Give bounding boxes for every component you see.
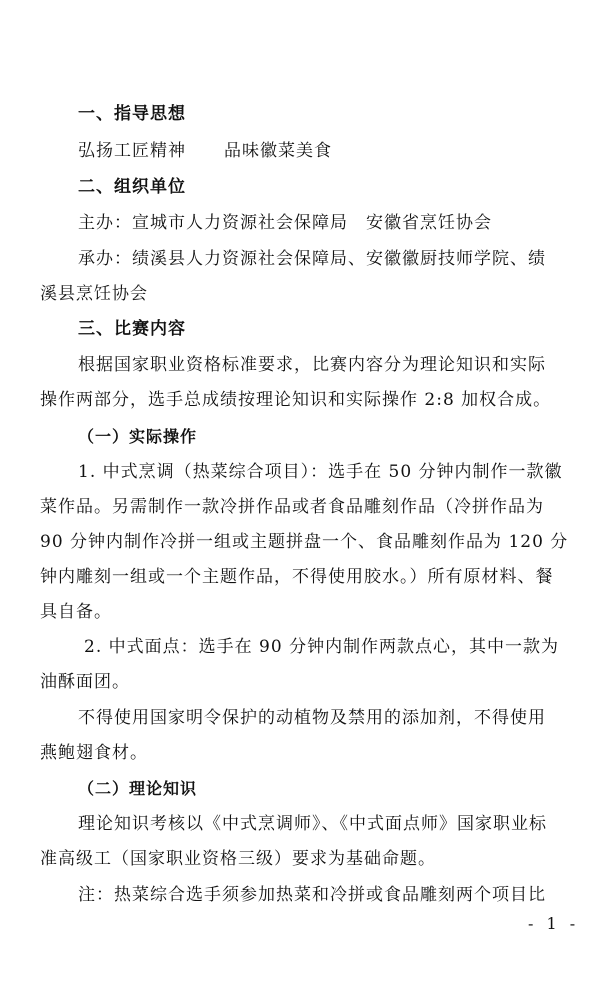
- section-3-heading: 三、比赛内容: [78, 319, 186, 339]
- host-line: 主办：宣城市人力资源社会保障局 安徽省烹饪协会: [78, 213, 492, 233]
- theory-line-1: 理论知识考核以《中式烹调师》、《中式面点师》国家职业标: [78, 814, 547, 834]
- section-1-heading: 一、指导思想: [78, 104, 186, 124]
- item-1-line-1: 1. 中式烹调（热菜综合项目）：选手在 50 分钟内制作一款徽: [78, 462, 563, 482]
- subsection-2-heading: （二）理论知识: [78, 779, 198, 798]
- organizer-line-2: 溪县烹饪协会: [40, 284, 148, 304]
- item-1-line-5: 具自备。: [40, 602, 112, 622]
- section-2-heading: 二、组织单位: [78, 177, 186, 197]
- intro-line-1: 根据国家职业资格标准要求，比赛内容分为理论知识和实际: [78, 355, 546, 375]
- page-number: - 1 -: [528, 914, 580, 933]
- theory-line-2: 准高级工（国家职业资格三级）要求为基础命题。: [40, 849, 436, 869]
- guiding-slogan-a: 弘扬工匠精神: [78, 141, 186, 161]
- organizer-line-1: 承办：绩溪县人力资源社会保障局、安徽徽厨技师学院、绩: [78, 249, 546, 269]
- item-1-line-2: 菜作品。另需制作一款冷拼作品或者食品雕刻作品（冷拼作品为: [40, 497, 544, 517]
- intro-line-2: 操作两部分，选手总成绩按理论知识和实际操作 2:8 加权合成。: [40, 390, 552, 410]
- ban-line-2: 燕鲍翅食材。: [40, 743, 148, 763]
- subsection-1-heading: （一）实际操作: [78, 427, 198, 446]
- guiding-slogan-b: 品味徽菜美食: [224, 141, 332, 161]
- item-2-line-1: 2. 中式面点：选手在 90 分钟内制作两款点心，其中一款为: [84, 637, 560, 657]
- item-1-line-4: 钟内雕刻一组或一个主题作品，不得使用胶水。）所有原材料、餐: [40, 567, 554, 587]
- item-1-line-3: 90 分钟内制作冷拼一组或主题拼盘一个、食品雕刻作品为 120 分: [40, 532, 569, 552]
- note-line-1: 注：热菜综合选手须参加热菜和冷拼或食品雕刻两个项目比: [78, 885, 546, 905]
- ban-line-1: 不得使用国家明令保护的动植物及禁用的添加剂，不得使用: [78, 708, 546, 728]
- item-2-line-2: 油酥面团。: [40, 672, 130, 692]
